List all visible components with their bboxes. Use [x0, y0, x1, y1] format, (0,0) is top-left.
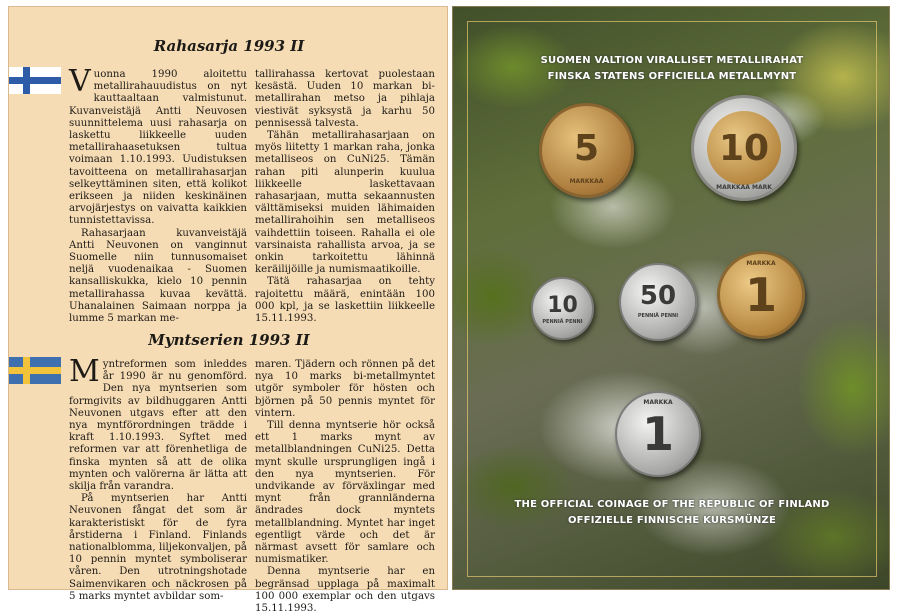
- sv-text-column-1: [69, 354, 247, 603]
- left-page: [8, 6, 448, 615]
- fi-dropcap: V: [69, 64, 91, 99]
- coin-unit: MARKKAA MARK: [716, 184, 772, 191]
- coin-unit: MARKKA: [643, 399, 673, 406]
- sv-paragraph: yntreformen som inleddes år 1990 är nu genomförd. Den nya myntserien som formgivits av bildhuggaren Antti Neuvonen utgavs efter att den nya myntförordningen trädde i kraft 1.10.1993. Syftet med reformen var att förenhetliga de finska mynten så att de olika mynten och valörerna är lätta att skilja från varandra.: [69, 359, 247, 493]
- coin-value: 1: [641, 407, 674, 461]
- title-rahasarja: Rahasarja 1993 II: [153, 37, 305, 55]
- coin-unit: MARKKA: [746, 260, 776, 267]
- caption-german: OFFIZIELLE FINNISCHE KURSMÜNZE: [567, 515, 777, 526]
- finnish-flag-icon: [9, 67, 61, 94]
- sv-paragraph: Denna myntserie har en begränsad upplaga på maximalt 100 000 exemplar och den utgavs 15.11.1993.: [255, 566, 435, 615]
- caption-swedish: FINSKA STATENS OFFICIELLA METALLMYNT: [547, 71, 797, 82]
- sv-paragraph: Till denna myntserie hör också ett 1 marks mynt av metallblandningen CuNi25. Detta mynt skulle ursprungligen ingå i den nya myntserien. För undvikande av förväxlingar med mynt från grannländerna ändrades dock myntets metallblandning. Myntet har inget egentligt värde och det är närmast avsett för samlare och numismatiker.: [255, 420, 435, 566]
- coin-5-markkaa: [539, 103, 634, 198]
- coin-10-pennia: [531, 277, 594, 340]
- fi-paragraph: tallirahassa kertovat puolestaan kesästä. Uuden 10 markan bi-metallirahan metso ja pihlaja viestivät syksystä ja karhu 50 pennisessä talvesta.: [255, 69, 435, 129]
- coin-1-markka-silver: [615, 391, 701, 477]
- coin-unit: MARKKAA: [569, 178, 604, 185]
- fi-text-column-2: [255, 69, 435, 325]
- coin-50-pennia: [619, 263, 697, 341]
- coin-value: 10: [718, 128, 770, 169]
- coin-value: 50: [639, 281, 677, 311]
- fi-paragraph: Tähän metallirahasarjaan on myös liitetty 1 markan raha, jonka metalliseos on CuNi25. Tämän rahan piti alunperin kuulua liikkeelle laskettavaan rahasarjaan, mutta sekaannusten välttämiseksi muiden lähimaiden metallirahoihin sen metalliseos vaihdettiin toiseen. Rahalla ei ole varsinaista rahallista arvoa, ja se onkin tarkoitettu lähinnä keräilijöille ja numismaatikoille.: [255, 130, 435, 276]
- coin-value: 1: [744, 268, 777, 322]
- coin-unit: PENNIÄ PENNI: [542, 319, 583, 325]
- fi-paragraph: Rahasarjaan kuvanveistäjä Antti Neuvonen on vanginnut Suomelle niin tunnusomaiset neljä vuodenaikaa - Suomen kansalliskukka, kielo 10 pennin metallirahassa kuvaa kevättä. Uhanalainen Saimaan norppa ja lumme 5 markan me-: [69, 227, 247, 325]
- fi-paragraph: Tätä rahasarjaa on tehty rajoitettu määrä, enintään 100 000 kpl, ja se laskettiin liikkeelle 15.11.1993.: [255, 276, 435, 325]
- coin-unit: PENNIÄ PENNI: [637, 313, 679, 319]
- coin-value: 10: [547, 293, 578, 318]
- right-page-stream-photo: [452, 6, 890, 590]
- sv-text-column-2: [255, 359, 435, 615]
- title-myntserien: Myntserien 1993 II: [148, 331, 310, 349]
- caption-finnish: SUOMEN VALTION VIRALLISET METALLIRAHAT: [540, 55, 804, 66]
- fi-text-column-1: [69, 64, 247, 325]
- sv-dropcap: M: [69, 354, 100, 389]
- coin-10-markkaa: [691, 95, 797, 201]
- fi-paragraph: uonna 1990 aloitettu metallirahauudistus on nyt kauttaaltaan valmistunut. Kuvanveistäjä Antti Neuvosen suunnittelema uusi rahasarja on laskettu liikkeelle uuden metallirahaasetuksen tultua voimaan 1.10.1993. Uudistuksen tavoitteena on metallirahasarjan selkeyttäminen siten, että kolikot erikseen ja niiden keskinäinen arvojärjestys on vaivatta kaikkien tunnistettavissa.: [69, 69, 247, 227]
- coin-1-markka-bronze: [717, 251, 805, 339]
- coin-value: 5: [573, 128, 600, 169]
- sv-paragraph: maren. Tjädern och rönnen på det nya 10 marks bi-metallmyntet utgör symboler för hösten och björnen på 50 pennis myntet för vintern.: [255, 359, 435, 419]
- caption-english: THE OFFICIAL COINAGE OF THE REPUBLIC OF FINLAND: [514, 499, 830, 510]
- sv-paragraph: På myntserien har Antti Neuvonen fångat det som är karakteristiskt för de fyra årstiderna i Finland. Finlands nationalblomma, liljekonvaljen, på 10 pennin myntet symboliserar våren. Den utrotningshotade Saimenvikaren och näckrosen på 5 marks myntet avbildar som-: [69, 493, 247, 602]
- swedish-flag-icon: [9, 357, 61, 384]
